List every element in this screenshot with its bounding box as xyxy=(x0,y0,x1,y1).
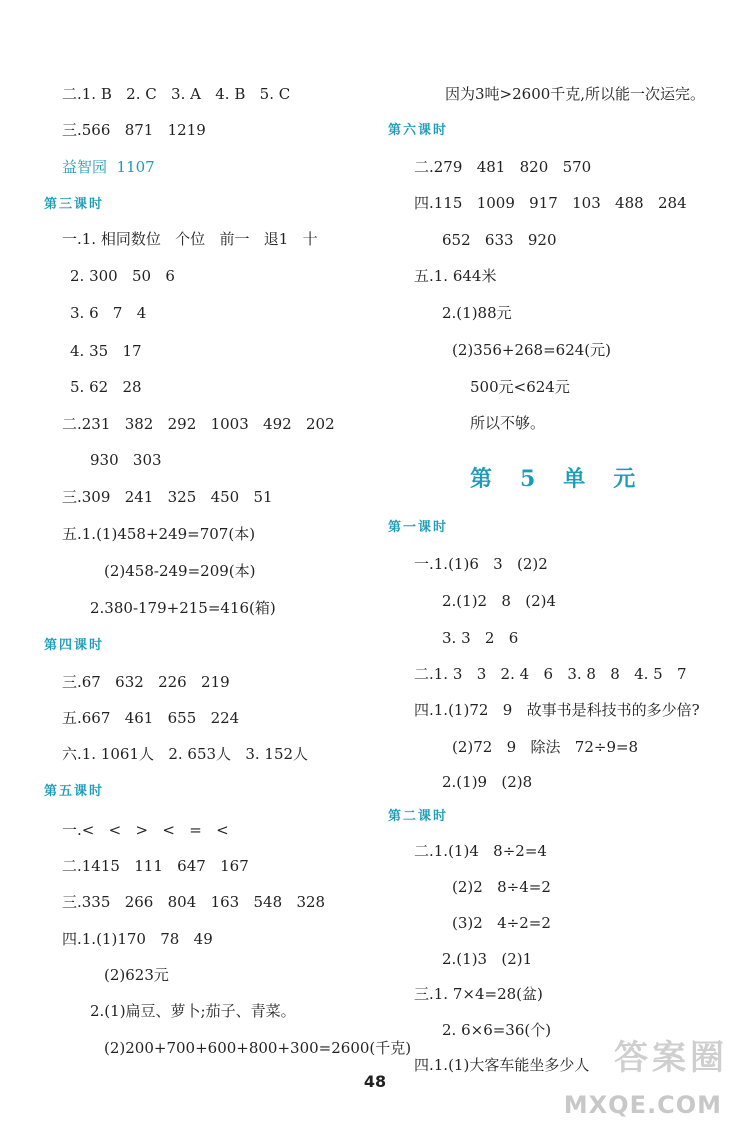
answer-line: 3. 6 7 4 xyxy=(70,304,147,322)
lesson-heading: 第三课时 xyxy=(44,197,105,212)
answer-line: 一.1. 相同数位 个位 前一 退1 十 xyxy=(62,230,318,248)
watermark xyxy=(563,1030,738,1125)
answer-line: (2)458-249=209(本) xyxy=(104,562,256,580)
answer-line: 六.1. 1061人 2. 653人 3. 152人 xyxy=(62,745,309,763)
answer-line: 因为3吨>2600千克,所以能一次运完。 xyxy=(445,85,706,103)
answer-line: (2)72 9 除法 72÷9=8 xyxy=(452,738,639,756)
answer-line: 五.1.(1)458+249=707(本) xyxy=(62,525,256,543)
answer-line: 2.(1)3 (2)1 xyxy=(442,950,533,968)
answer-line: 三.566 871 1219 xyxy=(62,121,206,139)
answer-line: 二.231 382 292 1003 492 202 xyxy=(62,415,335,433)
answer-line: (2)2 8÷4=2 xyxy=(452,878,551,896)
answer-line: 二.1415 111 647 167 xyxy=(62,857,249,875)
answer-line: 5. 62 28 xyxy=(70,378,142,396)
answer-line: 二.1. 3 3 2. 4 6 3. 8 8 4. 5 7 xyxy=(414,665,687,683)
answer-line: 所以不够。 xyxy=(470,414,546,432)
answer-line: (2)200+700+600+800+300=2600(千克) xyxy=(104,1039,412,1057)
answer-line: 四.1.(1)72 9 故事书是科技书的多少倍? xyxy=(414,701,700,719)
answer-line: 三.309 241 325 450 51 xyxy=(62,488,273,506)
page-number: 48 xyxy=(363,1072,387,1091)
answer-line: 三.67 632 226 219 xyxy=(62,673,230,691)
answer-line: 二.1.(1)4 8÷2=4 xyxy=(414,842,547,860)
answer-line: 二.1. B 2. C 3. A 4. B 5. C xyxy=(62,85,291,103)
answer-line: 4. 35 17 xyxy=(70,342,142,360)
answer-line: 2. 300 50 6 xyxy=(70,267,175,285)
answer-line: 2.(1)9 (2)8 xyxy=(442,773,533,791)
answer-line: 930 303 xyxy=(90,451,162,469)
answer-line: 三.335 266 804 163 548 328 xyxy=(62,893,326,911)
answer-line: 四.1.(1)大客车能坐多少人 xyxy=(414,1056,590,1074)
answer-line: 一.1.(1)6 3 (2)2 xyxy=(414,555,548,573)
answer-line: 五.1. 644米 xyxy=(414,267,497,285)
answer-line: 2.(1)2 8 (2)4 xyxy=(442,592,557,610)
answer-line: 500元<624元 xyxy=(470,378,570,396)
lesson-heading: 第一课时 xyxy=(388,520,449,535)
answer-line: 四.115 1009 917 103 488 284 xyxy=(414,194,687,212)
answer-line: 三.1. 7×4=28(盆) xyxy=(414,985,543,1003)
lesson-heading: 第二课时 xyxy=(388,809,449,824)
lesson-heading: 第六课时 xyxy=(388,123,449,138)
answer-line: 2.(1)88元 xyxy=(442,304,512,322)
answer-line: (2)356+268=624(元) xyxy=(452,341,611,359)
answer-line: 2. 6×6=36(个) xyxy=(442,1021,552,1039)
watermark-site: MXQE.COM xyxy=(563,1091,722,1119)
answer-line: (2)623元 xyxy=(104,966,169,984)
answer-line: 3. 3 2 6 xyxy=(442,629,519,647)
answer-line: 四.1.(1)170 78 49 xyxy=(62,930,213,948)
answer-line: 2.(1)扁豆、萝卜;茄子、青菜。 xyxy=(90,1002,296,1020)
lesson-heading: 第四课时 xyxy=(44,638,105,653)
lesson-heading: 第五课时 xyxy=(44,784,105,799)
answer-line: 五.667 461 655 224 xyxy=(62,709,240,727)
answer-line: 一.< < > < = < xyxy=(62,821,229,839)
puzzle-line: 益智园 1107 xyxy=(62,158,155,176)
watermark-logo: 答案圈 xyxy=(614,1038,728,1078)
answer-line: (3)2 4÷2=2 xyxy=(452,914,551,932)
answer-line: 2.380-179+215=416(箱) xyxy=(90,599,276,617)
unit-title: 第5单元 xyxy=(470,466,664,492)
answer-line: 652 633 920 xyxy=(442,231,557,249)
answer-line: 二.279 481 820 570 xyxy=(414,158,592,176)
